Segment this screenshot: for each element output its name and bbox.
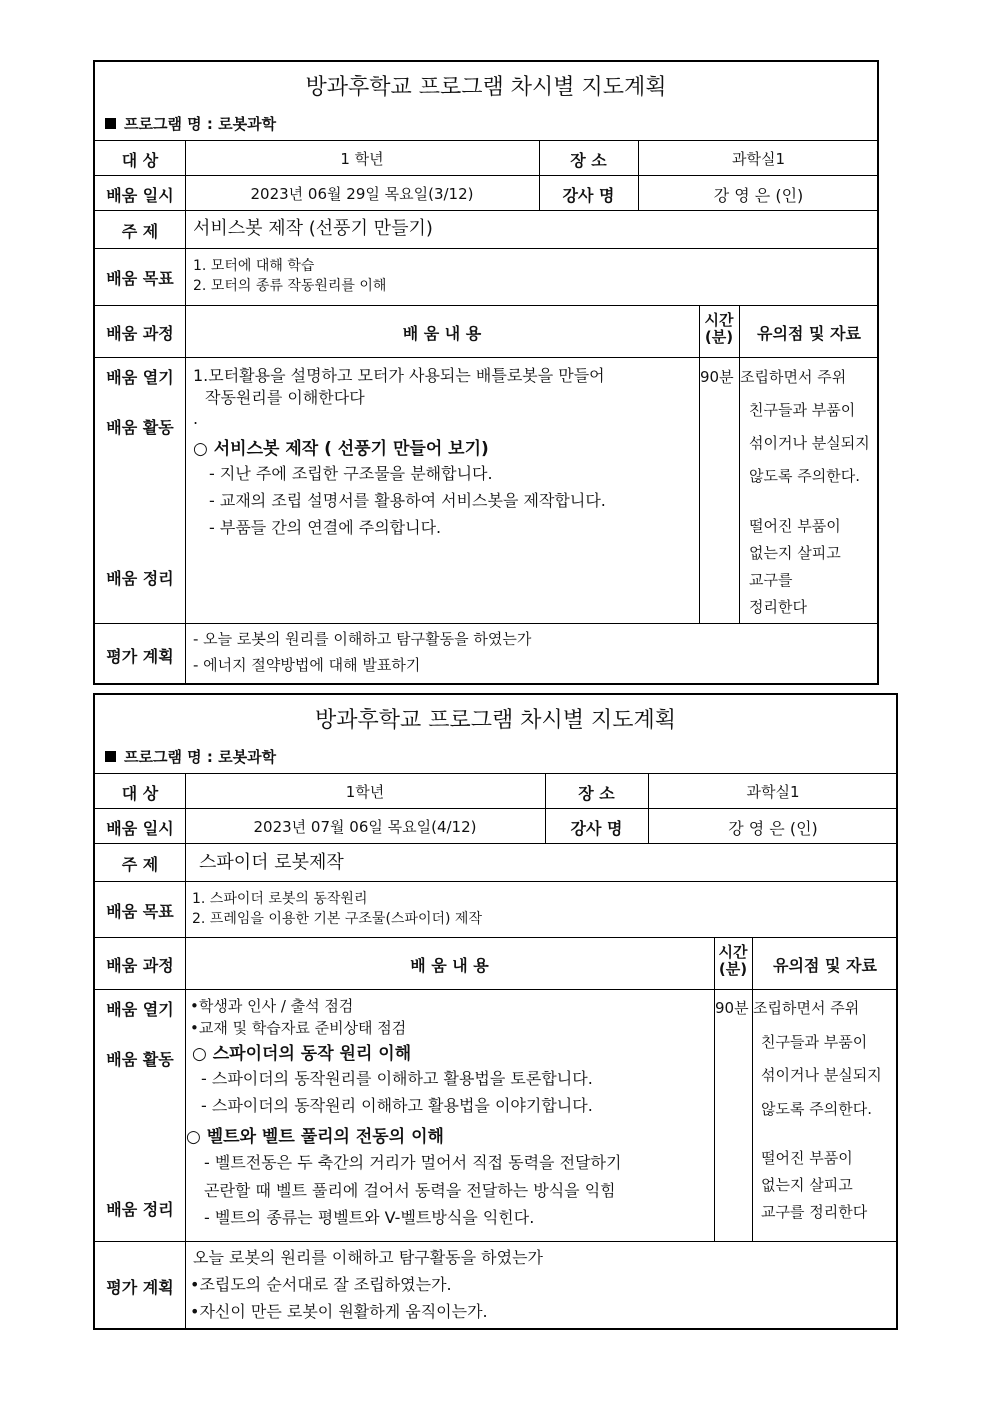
note-line: 조립하면서 주위 [740,368,847,386]
note-line: 섞이거나 분실되지 [761,1066,882,1084]
bullet-line: - 벨트전동은 두 축간의 거리가 멀어서 직접 동력을 전달하기 [204,1153,622,1172]
label-place: 장 소 [570,151,607,170]
place-value: 과학실1 [731,150,785,168]
topic-value: 서비스봇 제작 (선풍기 만들기) [193,218,433,239]
eval-line: •자신이 만든 로봇이 원활하게 움직이는가. [190,1302,488,1321]
label-process: 배움 과정 [106,956,174,975]
note-line: 교구를 [749,571,793,589]
label-goal: 배움 목표 [106,269,174,288]
bullet-line: - 스파이더의 동작원리를 이해하고 활용법을 토론합니다. [201,1069,593,1088]
label-activity: 배움 활동 [106,418,174,437]
label-notes: 유의점 및 자료 [757,324,861,343]
note-line: 섞이거나 분실되지 [749,434,870,452]
content-line: •교재 및 학습자료 준비상태 점검 [190,1019,407,1037]
teacher-value: 강 영 은 (인) [728,819,818,838]
time-value: 90분 [715,999,749,1017]
section-heading: ○ 서비스봇 제작 ( 선풍기 만들어 보기) [193,439,489,459]
eval-line: •조립도의 순서대로 잘 조립하였는가. [190,1275,452,1294]
square-bullet-icon [105,118,116,129]
content-line: . [193,409,199,428]
note-line: 친구들과 부품이 [761,1033,868,1051]
label-target: 대 상 [121,151,159,170]
bullet-line: - 부품들 간의 연결에 주의합니다. [209,518,442,537]
label-open: 배움 열기 [106,368,174,387]
label-content: 배 움 내 용 [402,324,482,343]
goal-line: 1. 모터에 대해 학습 [193,258,315,274]
goal-line: 1. 스파이더 로봇의 동작원리 [192,891,368,907]
label-topic: 주 제 [121,855,159,874]
teacher-value: 강 영 은 (인) [713,186,804,205]
sheet-title: 방과후학교 프로그램 차시별 지도계획 [305,75,667,100]
eval-line: - 에너지 절약방법에 대해 발표하기 [193,656,421,674]
note-line: 없는지 살피고 [761,1176,853,1194]
label-time: 시간 (분) [704,311,734,346]
label-place: 장 소 [578,784,615,803]
lesson-plan-sheet-2 [93,693,898,1330]
section-heading: ○ 벨트와 벨트 풀리의 전동의 이해 [186,1127,444,1147]
bullet-line: - 지난 주에 조립한 구조물을 분해합니다. [209,464,493,483]
sheet-title: 방과후학교 프로그램 차시별 지도계획 [314,708,676,733]
label-goal: 배움 목표 [106,902,174,921]
date-value: 2023년 07월 06일 목요일(4/12) [253,818,477,836]
note-line: 친구들과 부품이 [749,401,856,419]
note-line: 없는지 살피고 [749,544,841,562]
label-date: 배움 일시 [106,186,174,205]
content-line: 1.모터활용을 설명하고 모터가 사용되는 배틀로봇을 만들어 [193,366,605,385]
label-time: 시간 (분) [718,943,748,978]
label-open: 배움 열기 [106,1000,174,1019]
note-line: 떨어진 부품이 [749,517,841,535]
content-line: •학생과 인사 / 출석 점검 [190,997,354,1015]
label-activity: 배움 활동 [106,1050,174,1069]
lesson-plan-sheet-1 [93,60,879,685]
label-eval: 평가 계획 [106,1278,174,1297]
time-value: 90분 [700,368,734,386]
bullet-line: - 벨트의 종류는 평벨트와 V-벨트방식을 익힌다. [204,1208,535,1227]
note-line: 조립하면서 주위 [753,999,860,1017]
goal-line: 2. 모터의 종류 작동원리를 이해 [193,278,387,294]
section-heading: ○ 스파이더의 동작 원리 이해 [192,1044,412,1064]
note-line: 않도록 주의한다. [749,467,860,485]
program-name: 프로그램 명 : 로봇과학 [105,746,276,767]
label-topic: 주 제 [121,222,159,241]
label-teacher: 강사 명 [570,819,623,838]
label-close: 배움 정리 [106,1200,174,1219]
place-value: 과학실1 [746,783,800,801]
topic-value: 스파이더 로봇제작 [199,852,344,873]
bullet-line: - 교재의 조립 설명서를 활용하여 서비스봇을 제작합니다. [209,491,606,510]
label-target: 대 상 [121,784,159,803]
eval-line: - 오늘 로봇의 원리를 이해하고 탐구활동을 하였는가 [193,630,532,648]
label-eval: 평가 계획 [106,647,174,666]
note-line: 교구를 정리한다 [761,1203,868,1221]
goal-line: 2. 프레임을 이용한 기본 구조물(스파이더) 제작 [192,911,482,927]
label-content: 배 움 내 용 [410,956,489,975]
date-value: 2023년 06월 29일 목요일(3/12) [250,185,474,203]
bullet-line: 곤란할 때 벨트 풀리에 걸어서 동력을 전달하는 방식을 익힘 [204,1181,616,1200]
square-bullet-icon [105,751,116,762]
note-line: 정리한다 [749,598,807,616]
content-line: 작동원리를 이해한다다 [205,388,365,407]
note-line: 떨어진 부품이 [761,1149,853,1167]
target-value: 1학년 [345,783,385,801]
program-name: 프로그램 명 : 로봇과학 [105,113,276,134]
target-value: 1 학년 [340,150,384,168]
label-notes: 유의점 및 자료 [773,956,877,975]
note-line: 않도록 주의한다. [761,1100,872,1118]
label-process: 배움 과정 [106,324,174,343]
label-date: 배움 일시 [106,819,174,838]
bullet-line: - 스파이더의 동작원리 이해하고 활용법을 이야기합니다. [201,1096,593,1115]
eval-line: 오늘 로봇의 원리를 이해하고 탐구활동을 하였는가 [193,1248,544,1267]
label-close: 배움 정리 [106,569,174,588]
label-teacher: 강사 명 [562,186,615,205]
